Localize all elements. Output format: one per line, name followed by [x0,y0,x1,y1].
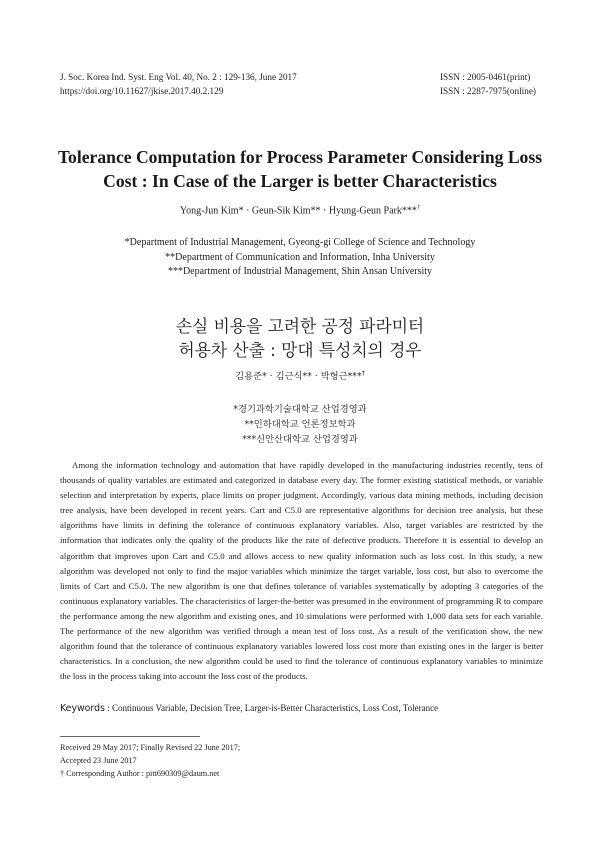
korean-corresponding-mark: † [361,368,365,377]
corresponding-author [60,767,240,780]
affiliations-english [0,236,600,280]
affiliations-korean [0,402,600,447]
korean-affiliation-2: **인하대학교 언론정보학과 [244,419,356,430]
korean-title-line-1: 손실 비용을 고려한 공정 파라미터 [175,316,425,336]
korean-affiliation-3: ***신안산대학교 산업경영과 [242,434,358,445]
received-date: Received 29 May 2017; Finally Revised 22 June 2017; [60,743,241,752]
affiliation-3: ***Department of Industrial Management, Shin Ansan University [167,266,433,278]
abstract-text: Among the information technology and automation that have rapidly developed in the manufacturing industries recently, tens of thousands of quality variables are estimated and categorized in database every day. The former existing statistical methods, or variable selection and interpretation by experts, place limits on proper judgment. Accordingly, various data mining methods, including decision tree analysis, have been developed in recent years. Cart and C5.0 are representative algorithms for decision tree analysis, but these algorithms have limits in defining the tolerance of continuous explanatory variables. Also, target variables are restricted by the information that indicates only the quality of the products like the rate of defective products. Therefore it is essential to develop an algorithm that improves upon Cart and C5.0 and allows access to new quality information such as loss cost. In this study, a new algorithm was developed not only to find the major variables which minimize the target variable, loss cost, but also to overcome the limits of Cart and C5.0. The new algorithm is one that defines tolerance of variables systematically by adopting 3 categories of the continuous explanatory variables. The characteristics of larger-the-better was presumed in the environment of programming R to compare the performance among the new algorithm and existing ones, and 10 simulations were performed with 1,000 data sets for each variable. The performance of the new algorithm was verified through a mean test of loss cost. As a result of the verification show, the new algorithm found that the tolerance of continuous explanatory variables lowered loss cost more than existing ones in the larger is better characteristics. In a conclusion, the new algorithm could be used to find the tolerance of continuous explanatory variables to minimize the loss in the process taking into account the loss cost of the products. [60,460,543,682]
dagger-mark: † [60,769,65,779]
affiliation-1: *Department of Industrial Management, Gyeong-gi College of Science and Technology [124,237,476,248]
footnote [60,741,240,781]
author-names: Yong-Jun Kim* · Geun-Sik Kim** · Hyung-Geun Park*** [179,205,417,217]
keywords-label: Keywords [60,703,105,714]
paper-title-korean [0,314,600,362]
accepted-date: Accepted 23 June 2017 [60,756,137,766]
journal-citation: J. Soc. Korea Ind. Syst. Eng Vol. 40, No. 2 : 129-136, June 2017 [60,72,297,82]
affiliation-2: **Department of Communication and Information, Inha University [165,251,435,263]
doi-link[interactable]: https://doi.org/10.11627/jkise.2017.40.2.129 [60,85,224,96]
author-list-korean [0,368,600,382]
issn-print: ISSN : 2005-0461(print) [440,72,531,82]
title-line-1: Tolerance Computation for Process Parameter Considering Loss [57,147,543,167]
issn-online: ISSN : 2287-7975(online) [440,85,536,96]
issn-block [440,71,536,98]
korean-author-names: 김용준* · 김근식** · 박형근*** [235,371,362,382]
korean-affiliation-1: *경기과학기술대학교 산업경영과 [233,404,367,415]
journal-header [60,71,297,98]
korean-title-line-2: 허용차 산출 : 망대 특성치의 경우 [178,340,422,360]
corresponding-author-email: Corresponding Author : pitt690309@daum.net [66,769,220,779]
corresponding-mark: † [416,204,421,211]
paper-title-english [40,145,560,193]
title-line-2: Cost : In Case of the Larger is better Characteristics [103,171,497,191]
author-list-english [0,204,600,216]
keywords-list: : Continuous Variable, Decision Tree, Larger-is-Better Characteristics, Loss Cost, Tolerance [107,703,439,713]
footnote-divider [60,736,200,737]
keywords-line [60,703,543,714]
